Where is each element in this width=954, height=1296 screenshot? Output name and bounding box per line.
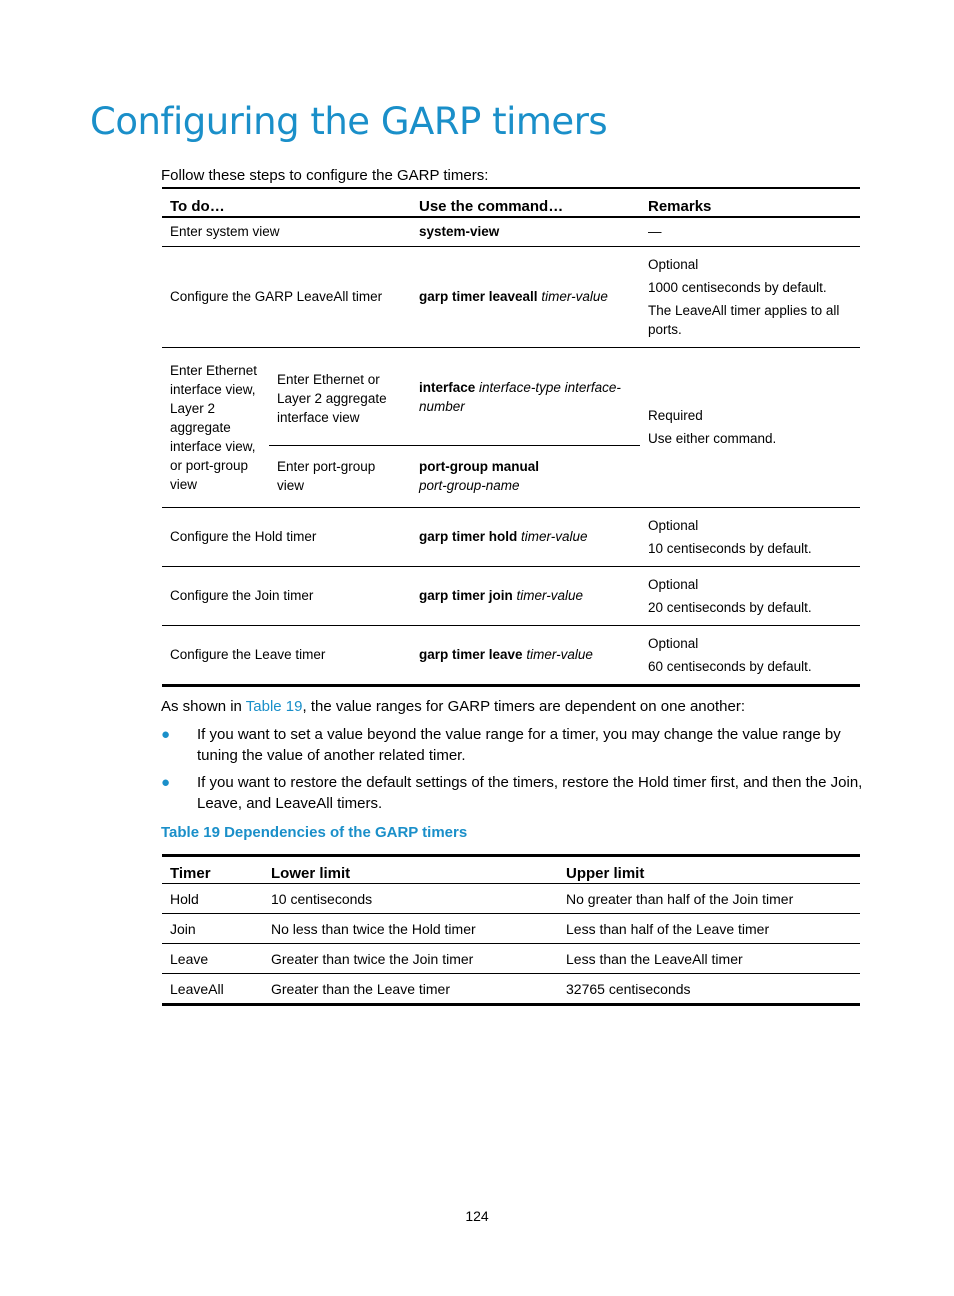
remarks-cell xyxy=(640,347,860,507)
todo-cell: Configure the Leave timer xyxy=(170,647,326,662)
lower-limit-cell: Greater than the Leave timer xyxy=(271,980,450,997)
command-cell xyxy=(411,246,640,347)
remark-line: Optional xyxy=(648,635,699,651)
steps-table-header xyxy=(162,188,860,217)
remarks-cell xyxy=(640,246,860,347)
upper-limit-cell: No greater than half of the Join timer xyxy=(558,884,860,914)
remark-line: Use either command. xyxy=(648,431,777,446)
command-cell xyxy=(411,445,640,507)
table-row xyxy=(162,507,860,566)
command-cell xyxy=(411,347,640,445)
command-argument: timer-value xyxy=(541,289,608,304)
todo-cell-group: Enter Ethernet interface view, Layer 2 aggregate interface view, or port-group view xyxy=(162,347,269,507)
todo-cell: Configure the Hold timer xyxy=(162,507,411,566)
todo-cell: Configure the Join timer xyxy=(162,566,411,625)
steps-table xyxy=(162,187,860,687)
bullet-text: If you want to set a value beyond the value range for a timer, you may change the value range by tuning the value of another related timer. xyxy=(197,726,841,764)
command-argument: timer-value xyxy=(521,529,588,544)
timer-cell: LeaveAll xyxy=(170,980,224,997)
para-prefix: As shown in xyxy=(161,698,246,715)
table-caption: Table 19 Dependencies of the GARP timers xyxy=(161,824,468,841)
remark-line: — xyxy=(648,224,662,240)
command-keyword: port-group manual xyxy=(419,459,539,474)
timer-cell: Join xyxy=(162,914,263,944)
remark-line: Optional xyxy=(648,576,699,592)
header-upper-limit: Upper limit xyxy=(558,856,860,884)
command-cell xyxy=(411,566,640,625)
bullet-icon: ● xyxy=(161,774,171,791)
upper-limit-cell: Less than the LeaveAll timer xyxy=(558,944,860,974)
remarks-cell xyxy=(640,217,860,246)
remark-line: 60 centiseconds by default. xyxy=(648,658,812,674)
todo-cell: Enter system view xyxy=(162,217,411,246)
remark-line: Optional xyxy=(648,517,699,533)
remarks-cell xyxy=(640,507,860,566)
header-todo: To do… xyxy=(162,188,411,217)
todo-subcell: Enter Ethernet or Layer 2 aggregate interface view xyxy=(269,347,411,445)
command-keyword: garp timer hold xyxy=(419,529,518,544)
upper-limit-cell: Less than half of the Leave timer xyxy=(558,914,860,944)
command-keyword: interface xyxy=(419,379,476,395)
table-row xyxy=(162,217,860,246)
command-keyword: garp timer leave xyxy=(419,647,523,662)
command-argument: port-group-name xyxy=(419,478,520,493)
dependency-paragraph xyxy=(161,696,745,717)
table-row xyxy=(162,974,860,1005)
header-timer: Timer xyxy=(162,856,263,884)
command-argument: timer-value xyxy=(526,647,593,662)
lower-limit-cell: Greater than twice the Join timer xyxy=(263,944,558,974)
upper-limit-cell: 32765 centiseconds xyxy=(566,980,691,997)
remark-line: Required xyxy=(648,408,703,423)
command-keyword: system-view xyxy=(419,224,500,240)
todo-cell: Configure the GARP LeaveAll timer xyxy=(162,246,411,347)
remarks-cell xyxy=(640,625,860,685)
lower-limit-cell: No less than twice the Hold timer xyxy=(263,914,558,944)
remark-line: Optional xyxy=(648,256,699,272)
table-row xyxy=(162,625,860,685)
page-title: Configuring the GARP timers xyxy=(90,100,608,143)
bullet-icon: ● xyxy=(161,726,171,743)
para-suffix: , the value ranges for GARP timers are dependent on one another: xyxy=(302,698,745,715)
table-row xyxy=(162,944,860,974)
table-row xyxy=(162,347,860,445)
table-row xyxy=(162,884,860,914)
table-19-link[interactable]: Table 19 xyxy=(245,698,303,715)
command-argument: interface-type interface-number xyxy=(419,379,621,414)
command-cell xyxy=(411,625,640,685)
remark-line: The LeaveAll timer applies to all ports. xyxy=(648,302,840,337)
intro-text: Follow these steps to configure the GARP timers: xyxy=(161,167,489,184)
remarks-cell xyxy=(640,566,860,625)
header-command: Use the command… xyxy=(411,188,640,217)
remark-line: 1000 centiseconds by default. xyxy=(648,279,827,295)
remark-line: 20 centiseconds by default. xyxy=(648,599,812,615)
command-cell xyxy=(411,507,640,566)
command-keyword: garp timer join xyxy=(419,588,513,603)
remark-line: 10 centiseconds by default. xyxy=(648,540,812,556)
timer-cell: Leave xyxy=(162,944,263,974)
dep-table-header xyxy=(162,856,860,884)
table-row xyxy=(162,566,860,625)
header-lower-limit: Lower limit xyxy=(263,856,558,884)
lower-limit-cell: 10 centiseconds xyxy=(263,884,558,914)
todo-subcell: Enter port-group view xyxy=(269,445,411,507)
table-row xyxy=(162,914,860,944)
page-number: 124 xyxy=(465,1208,489,1224)
bullet-text: If you want to restore the default settings of the timers, restore the Hold timer first, and then the Join, Leave, and LeaveAll timers. xyxy=(197,774,863,812)
command-argument: timer-value xyxy=(516,588,584,603)
dependencies-table xyxy=(162,854,860,1006)
command-cell xyxy=(411,217,640,246)
header-remarks: Remarks xyxy=(640,188,860,217)
timer-cell: Hold xyxy=(162,884,263,914)
table-row xyxy=(162,246,860,347)
command-keyword: garp timer leaveall xyxy=(419,289,538,304)
